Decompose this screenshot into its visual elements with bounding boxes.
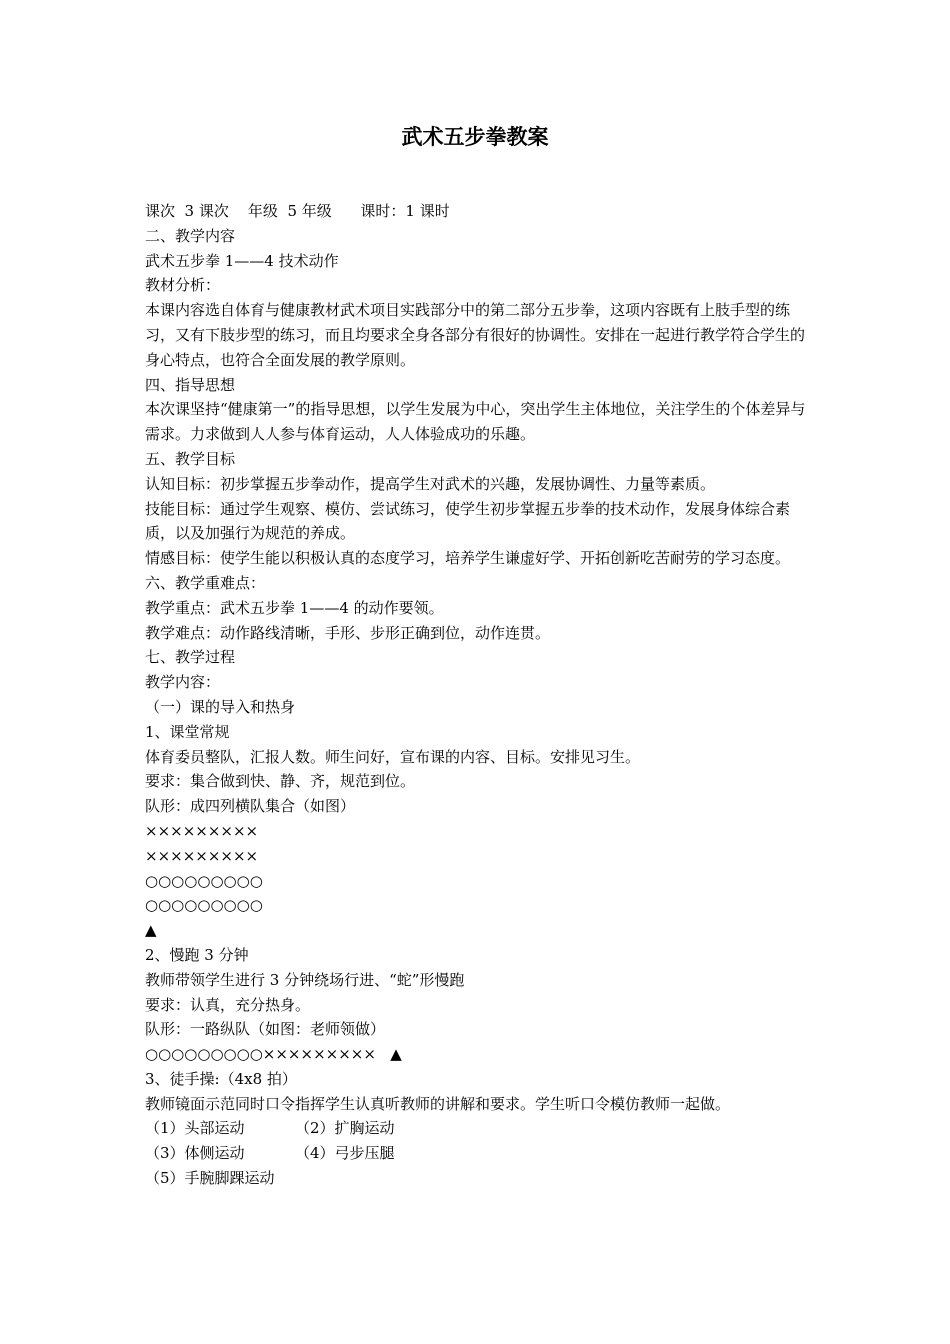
teacher-marker: ▲ [145, 921, 157, 940]
paragraph: 教学重点：武术五步拳 1——4 的动作要领。 [145, 598, 444, 617]
exercise-item: （1）头部运动 [145, 1119, 245, 1138]
exercise-row [145, 1141, 810, 1166]
paragraph: 认知目标：初步掌握五步拳动作，提高学生对武术的兴趣，发展协调性、力量等素质。 [145, 474, 716, 493]
paragraph: 要求：集合做到快、静、齐，规范到位。 [145, 772, 416, 791]
exercise-row [145, 1116, 810, 1141]
meta-line: 课次 3 课次 年级 5 年级 课时：1 课时 [145, 202, 450, 220]
section-heading: 四、指导思想 [145, 375, 236, 394]
formation-row: ○○○○○○○○○××××××××× ▲ [145, 1045, 402, 1064]
section-heading: 教材分析： [145, 276, 221, 295]
formation-row: ○○○○○○○○○ [145, 871, 263, 890]
paragraph: 队形：成四列横队集合（如图） [145, 797, 356, 816]
paragraph: 教学难点：动作路线清晰，手形、步形正确到位，动作连贯。 [145, 623, 551, 642]
paragraph: 要求：认真，充分热身。 [145, 995, 311, 1014]
paragraph: 情感目标：使学生能以积极认真的态度学习，培养学生谦虚好学、开拓创新吃苦耐劳的学习态度。 [145, 549, 791, 568]
document-title: 武术五步拳教案 [401, 124, 549, 149]
item-heading: 1、课堂常规 [145, 722, 230, 741]
formation-row: ××××××××× [145, 846, 259, 865]
paragraph: 技能目标：通过学生观察、模仿、尝试练习，使学生初步掌握五步拳的技术动作，发展身体综合素质，以及加强行为规范的养成。 [145, 499, 791, 543]
paragraph: 武术五步拳 1——4 技术动作 [145, 251, 339, 270]
section-heading: 二、教学内容 [145, 226, 236, 245]
paragraph: 教师带领学生进行 3 分钟绕场行进、“蛇”形慢跑 [145, 970, 465, 989]
exercise-item: （2）扩胸运动 [295, 1119, 395, 1138]
exercise-item: （5）手腕脚踝运动 [145, 1169, 275, 1188]
paragraph: 教师镜面示范同时口令指挥学生认真听教师的讲解和要求。学生听口令模仿教师一起做。 [145, 1094, 731, 1113]
section-heading: 六、教学重难点： [145, 573, 266, 592]
item-heading: 2、慢跑 3 分钟 [145, 945, 249, 964]
exercise-item: （4）弓步压腿 [295, 1144, 395, 1163]
paragraph: 教学内容： [145, 673, 221, 692]
paragraph: 本课内容选自体育与健康教材武术项目实践部分中的第二部分五步拳，这项内容既有上肢手型的练习，又有下肢步型的练习，而且均要求全身各部分有很好的协调性。安排在一起进行教学符合学生的身心特点，也符合全面发展的教学原则。 [145, 301, 806, 369]
item-heading: 3、徒手操:（4x8 拍） [145, 1069, 297, 1088]
section-heading: 五、教学目标 [145, 449, 236, 468]
document-body [145, 199, 810, 1191]
paragraph: 本次课坚持“健康第一”的指导思想，以学生发展为中心，突出学生主体地位，关注学生的个体差异与需求。力求做到人人参与体育运动，人人体验成功的乐趣。 [145, 400, 806, 444]
formation-row: ××××××××× [145, 821, 259, 840]
formation-row: ○○○○○○○○○ [145, 896, 263, 915]
section-heading: 七、教学过程 [145, 648, 236, 667]
paragraph: 队形：一路纵队（如图：老师领做） [145, 1020, 386, 1039]
exercise-item: （3）体侧运动 [145, 1144, 245, 1163]
subsection-heading: （一）课的导入和热身 [145, 697, 296, 716]
paragraph: 体育委员整队，汇报人数。师生问好，宣布课的内容、目标。安排见习生。 [145, 747, 641, 766]
